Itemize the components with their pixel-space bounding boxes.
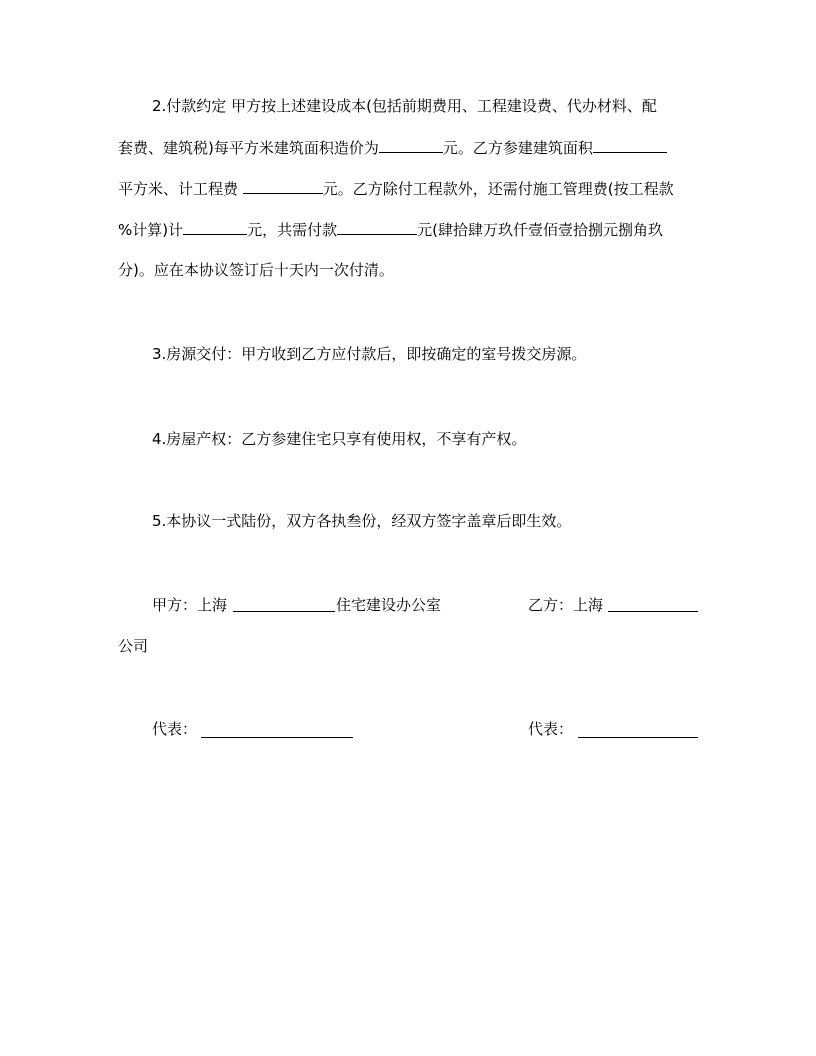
- payment-text-4a: %计算)计: [118, 221, 184, 239]
- payment-text-3a: 平方米、计工程费: [118, 180, 239, 198]
- build-area-blank[interactable]: [593, 137, 667, 153]
- section-ownership: [152, 429, 526, 450]
- payment-text-4c: 元(肆拾肆万玖仟壹佰壹拾捌元捌角玖: [417, 221, 663, 239]
- ownership-text: 4.房屋产权：乙方参建住宅只享有使用权，不享有产权。: [152, 430, 527, 448]
- rep-b-signature-blank[interactable]: [578, 737, 698, 738]
- section-payment: [118, 96, 698, 301]
- engineering-fee-blank[interactable]: [243, 178, 323, 194]
- total-payment-blank[interactable]: [337, 219, 417, 235]
- section-delivery: [152, 344, 586, 365]
- rep-a-label: 代表：: [152, 720, 198, 738]
- payment-line-5: [118, 260, 698, 281]
- rep-b-label: 代表：: [528, 720, 574, 738]
- payment-text-3b: 元。乙方除付工程款外，还需付施工管理费(按工程款: [322, 180, 674, 198]
- rep-a-signature-blank[interactable]: [201, 737, 353, 738]
- price-per-sqm-blank[interactable]: [379, 137, 443, 153]
- payment-text-1: 2.付款约定 甲方按上述建设成本(包括前期费用、工程建设费、代办材料、配: [152, 97, 657, 115]
- party-a-prefix: 甲方：上海: [152, 596, 228, 614]
- copies-text: 5.本协议一式陆份，双方各执叁份，经双方签字盖章后即生效。: [152, 512, 572, 530]
- party-b-suffix: 公司: [118, 637, 149, 655]
- delivery-text: 3.房源交付：甲方收到乙方应付款后，即按确定的室号拨交房源。: [152, 345, 587, 363]
- management-fee-blank[interactable]: [183, 219, 247, 235]
- party-a-suffix: 住宅建设办公室: [336, 596, 442, 614]
- payment-text-2b: 元。乙方参建建筑面积: [442, 139, 593, 157]
- party-b-name-blank[interactable]: [608, 611, 698, 612]
- payment-line-4: [118, 219, 698, 240]
- payment-line-1: [118, 96, 698, 117]
- party-b-prefix: 乙方：上海: [528, 596, 604, 614]
- payment-text-5: 分)。应在本协议签订后十天内一次付清。: [118, 261, 394, 279]
- section-copies: [152, 511, 571, 532]
- party-a-name-blank[interactable]: [233, 611, 335, 612]
- payment-line-2: [118, 137, 698, 158]
- payment-text-2a: 套费、建筑税)每平方米建筑面积造价为: [118, 139, 379, 157]
- payment-text-4b: 元，共需付款: [247, 221, 338, 239]
- payment-line-3: [118, 178, 698, 199]
